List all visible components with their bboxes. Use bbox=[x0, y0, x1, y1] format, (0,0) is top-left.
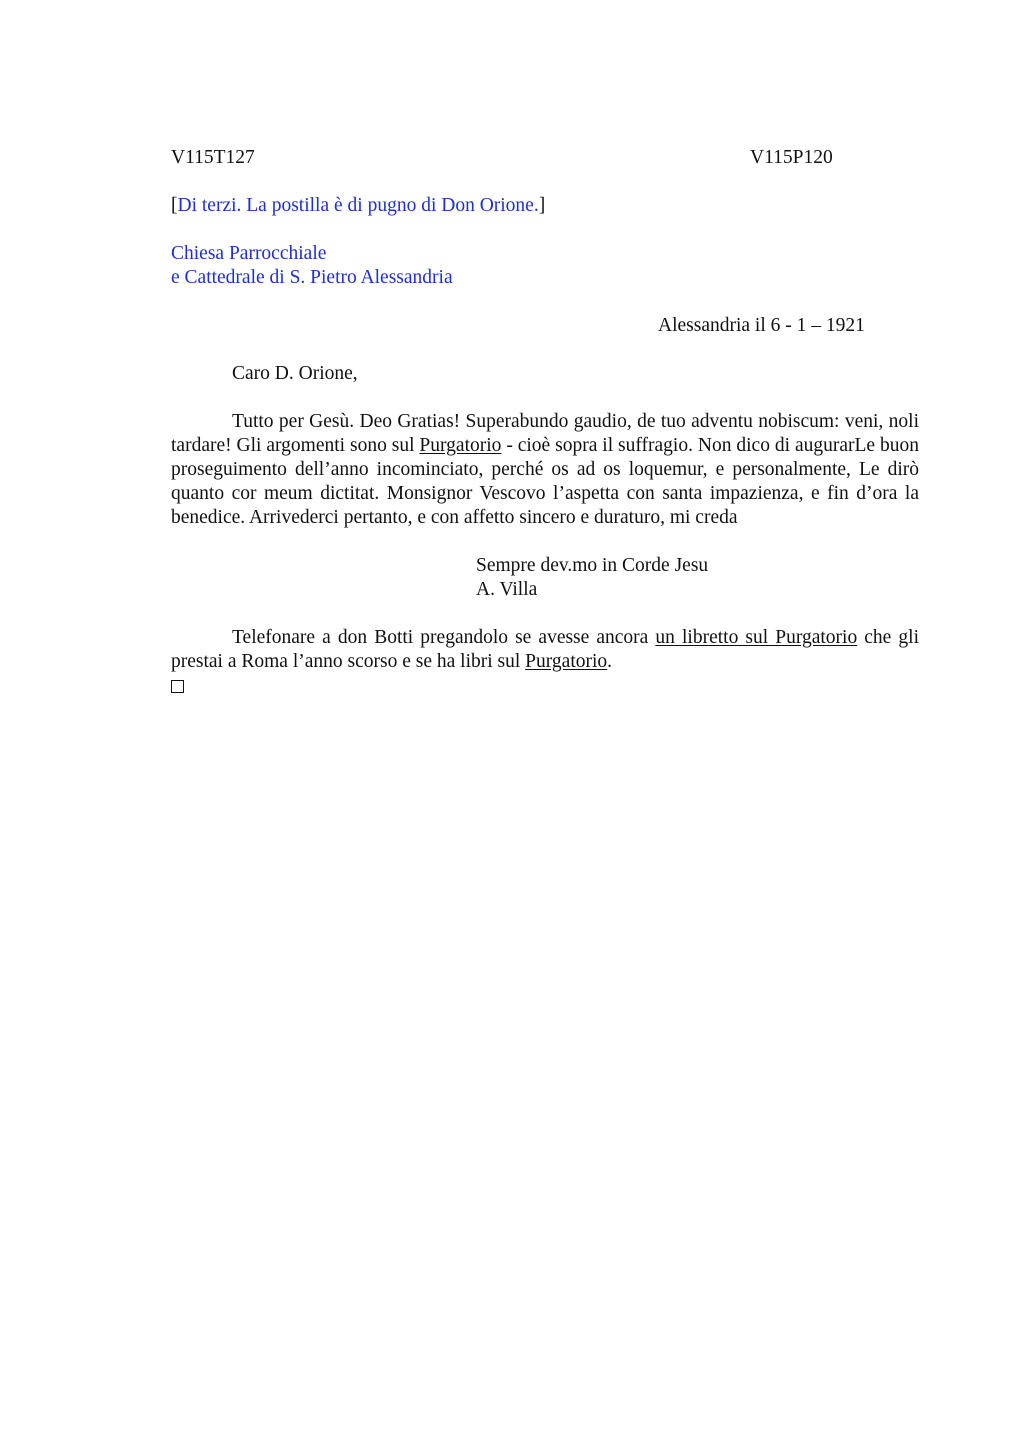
postscript-paragraph bbox=[171, 626, 919, 674]
editor-note bbox=[171, 194, 919, 218]
end-marker bbox=[171, 674, 919, 698]
letter-page bbox=[171, 146, 919, 698]
document-ids bbox=[171, 146, 919, 170]
ps-underlined-2: Purgatorio bbox=[525, 651, 608, 672]
id-left: V115T127 bbox=[171, 147, 255, 168]
ps-underlined-1: un libretto sul Purgatorio bbox=[655, 627, 858, 648]
ps-text-2: che gli prestai a Roma l’anno scorso e se ha libri sul bbox=[171, 627, 920, 672]
note-open-bracket: [ bbox=[171, 195, 178, 216]
note-close-bracket: ] bbox=[538, 195, 546, 216]
checkbox-empty-icon bbox=[171, 680, 184, 693]
letterhead-line1: Chiesa Parrocchiale bbox=[171, 243, 327, 264]
body-paragraph bbox=[171, 410, 919, 530]
letter-date: Alessandria il 6 - 1 – 1921 bbox=[658, 315, 865, 336]
body-text-2: - cioè sopra il suffragio. Non dico di augurarLe buon proseguimento dell’anno incominciato, perché os ad os loquemur, e personalmente, Le dirò quanto cor meum dictitat. Monsignor Vescovo l’aspetta con santa impazienza, e fin d’ora la benedice. Arrivederci pertanto, e con affetto sincero e duraturo, mi creda bbox=[171, 435, 919, 528]
note-text: Di terzi. La postilla è di pugno di Don Orione. bbox=[177, 195, 539, 216]
id-right: V115P120 bbox=[750, 147, 833, 168]
ps-text-1: Telefonare a don Botti pregandolo se avesse ancora bbox=[232, 627, 656, 648]
body-text-1: Tutto per Gesù. Deo Gratias! Superabundo gaudio, de tuo adventu nobiscum: veni, noli tardare! Gli argomenti sono sul bbox=[171, 411, 919, 456]
salutation: Caro D. Orione, bbox=[232, 363, 358, 384]
closing-line1: Sempre dev.mo in Corde Jesu bbox=[476, 555, 709, 576]
letterhead-line2: e Cattedrale di S. Pietro Alessandria bbox=[171, 267, 453, 288]
signature: A. Villa bbox=[476, 579, 538, 600]
body-underlined-1: Purgatorio bbox=[419, 435, 502, 456]
ps-text-3: . bbox=[607, 651, 613, 672]
